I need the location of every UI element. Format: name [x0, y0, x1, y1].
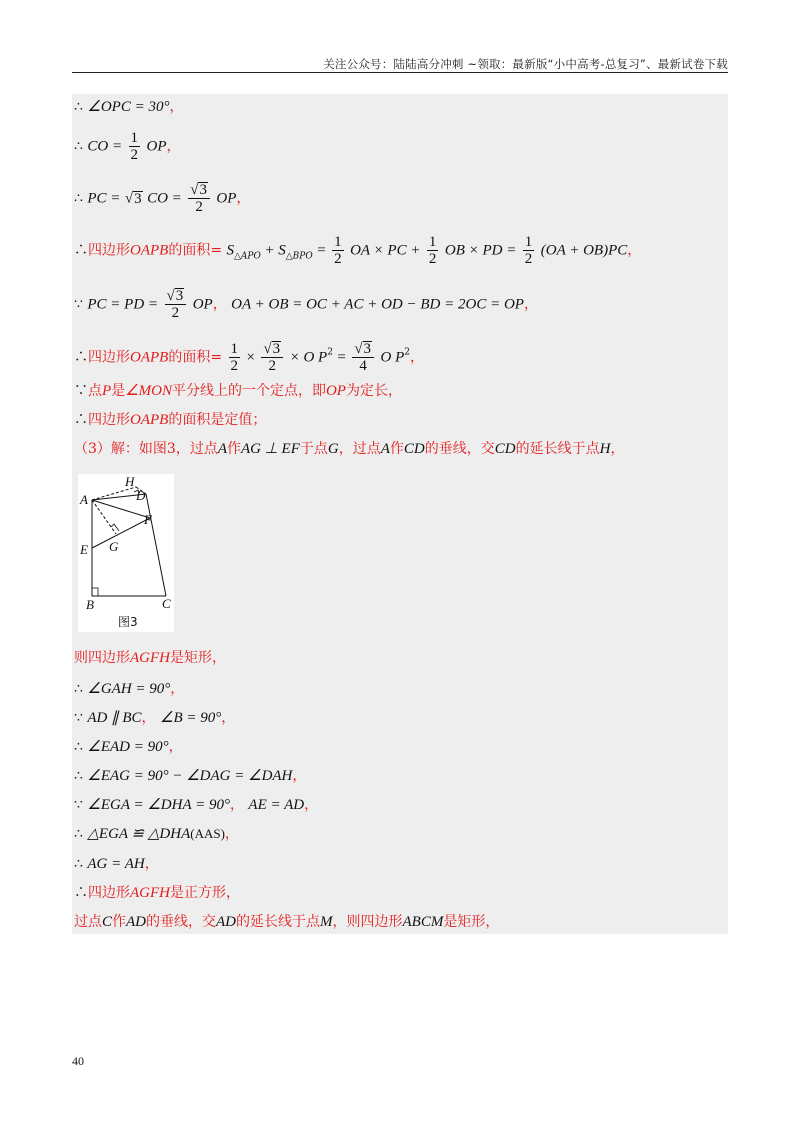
text: 于点 [299, 441, 328, 457]
therefore-symbol: ∴ [74, 681, 83, 697]
line-19 [74, 914, 499, 930]
punct: ， [221, 710, 236, 726]
segment-EF [92, 518, 150, 548]
math: × [246, 349, 255, 366]
therefore-symbol: ∴ [74, 99, 83, 115]
because-symbol: ∵ [74, 296, 83, 313]
math: ABCM [402, 914, 444, 930]
denominator: 2 [171, 305, 180, 321]
figure-3 [78, 474, 174, 632]
line-14 [74, 768, 306, 784]
math: AD [216, 914, 237, 930]
punct: ， [523, 296, 538, 313]
math: P [102, 383, 112, 399]
math: O P [380, 349, 405, 366]
numerator: 1 [130, 130, 139, 146]
math: AE = AD [248, 797, 305, 813]
therefore-symbol: ∴ [74, 826, 83, 842]
label-F: F [144, 512, 152, 527]
math: OAPB [130, 242, 169, 259]
subscript: △APO [234, 251, 261, 262]
text: 四边形 [88, 349, 130, 366]
right-angle-G [111, 524, 119, 531]
math: AG ⊥ EF [241, 441, 300, 457]
line-2 [74, 130, 181, 163]
math: CO = [87, 138, 123, 155]
punct: ， [236, 190, 251, 207]
radicand: 3 [272, 341, 281, 357]
numerator: √3 [352, 341, 374, 358]
fraction [261, 341, 283, 374]
segment-DC [146, 494, 166, 596]
line-1 [74, 99, 183, 115]
punct: ， [168, 739, 183, 755]
line-8 [74, 412, 266, 428]
line-13 [74, 739, 183, 755]
text: 为定长， [345, 383, 402, 399]
math: C [102, 914, 113, 930]
numerator: 1 [428, 234, 437, 250]
math: (OA + OB)PC [540, 242, 628, 259]
geometry-diagram [78, 474, 174, 632]
superscript: 2 [327, 347, 333, 358]
text: ，过点 [338, 441, 381, 457]
page-header: 关注公众号：陆陆高分冲刺 ~领取：最新版“小中高考-总复习”、最新试卷下载 [323, 57, 728, 71]
therefore-symbol: ∴ [74, 349, 88, 366]
math: OP [325, 383, 346, 399]
numerator: √3 [188, 182, 210, 199]
math: OA × PC + [350, 242, 421, 259]
numerator: 1 [230, 341, 239, 357]
text: 的面积= [168, 242, 223, 259]
text: （3）解：如图3，过点 [74, 441, 218, 457]
numerator: 1 [524, 234, 533, 250]
text: ，则四边形 [332, 914, 403, 930]
math: AD [126, 914, 147, 930]
because-symbol: ∵ [74, 797, 83, 813]
punct: ， [409, 349, 424, 366]
therefore-symbol: ∴ [74, 885, 88, 901]
math: ∠B = 90° [160, 710, 222, 726]
line-11 [74, 681, 184, 697]
punct: ， [166, 138, 181, 155]
math: = [337, 349, 346, 366]
math: OAPB [130, 349, 169, 366]
line-5 [74, 288, 538, 321]
text: 四边形 [88, 885, 130, 901]
text: 的垂线，交 [146, 914, 217, 930]
fraction [188, 182, 210, 215]
math: S [278, 242, 286, 259]
line-6 [74, 341, 424, 374]
therefore-symbol: ∴ [74, 739, 83, 755]
math: AGFH [130, 885, 170, 901]
text: 的面积= [168, 349, 223, 366]
segment-AG [92, 500, 116, 534]
text: 则四边形 [74, 650, 130, 666]
math: OP [216, 190, 237, 207]
math: S [226, 242, 235, 259]
math: OP [146, 138, 167, 155]
line-3 [74, 182, 250, 215]
punct: ， [229, 797, 244, 813]
denominator: 4 [359, 358, 367, 374]
text: 是矩形， [443, 914, 500, 930]
math: PC = PD = [87, 296, 159, 313]
line-12 [74, 710, 235, 726]
math: A [217, 441, 227, 457]
numerator: √3 [261, 341, 283, 358]
therefore-symbol: ∴ [74, 190, 83, 207]
math: ∠EGA = ∠DHA = 90° [87, 797, 230, 813]
math: PC = [87, 190, 121, 207]
line-10 [74, 650, 226, 666]
math: AG = AH [87, 856, 145, 872]
text: 是矩形， [170, 650, 226, 666]
text: 四边形 [88, 242, 130, 259]
label-D: D [136, 488, 146, 503]
therefore-symbol: ∴ [74, 138, 83, 155]
math: ∠OPC = 30° [87, 99, 170, 115]
text: 的延长线于点 [515, 441, 600, 457]
punct: ， [144, 856, 159, 872]
math: A [380, 441, 390, 457]
fraction [229, 341, 241, 374]
math: M [320, 914, 333, 930]
math: ∠GAH = 90° [87, 681, 171, 697]
fraction [427, 234, 439, 267]
math: OA + OB = OC + AC + OD − BD = 2OC = OP [231, 296, 524, 313]
because-symbol: ∵ [74, 710, 83, 726]
fraction [129, 130, 141, 163]
punct: ， [212, 296, 227, 313]
figure-caption: 图3 [118, 615, 138, 629]
radicand: 3 [175, 288, 184, 304]
radicand: 3 [363, 341, 372, 357]
text: 四边形 [88, 412, 130, 428]
text: 的延长线于点 [236, 914, 321, 930]
math: CD [403, 441, 425, 457]
numerator: 1 [334, 234, 342, 250]
math: △EGA ≌ △DHA [87, 826, 191, 842]
punct: ， [169, 99, 184, 115]
fraction [352, 341, 374, 374]
denominator: 2 [230, 358, 239, 374]
math: G [327, 441, 339, 457]
punct: ， [304, 797, 319, 813]
line-15 [74, 797, 318, 813]
text: 的垂线，交 [424, 441, 495, 457]
denominator: 2 [268, 358, 276, 374]
text: 点 [88, 383, 102, 399]
math: (AAS) [190, 826, 225, 841]
punct: ， [224, 826, 239, 842]
header-rule [72, 72, 728, 73]
line-17 [74, 856, 159, 872]
text: 过点 [74, 914, 102, 930]
math: H [599, 441, 611, 457]
text: 平分线上的一个定点，即 [171, 383, 326, 399]
denominator: 2 [130, 147, 139, 163]
math: OAPB [130, 412, 169, 428]
therefore-symbol: ∴ [74, 856, 83, 872]
denominator: 2 [524, 251, 533, 267]
line-7 [74, 383, 402, 399]
label-H: H [125, 474, 135, 489]
radicand: 3 [199, 182, 207, 198]
math: CO = [147, 190, 182, 207]
line-16 [74, 826, 239, 842]
line-18 [74, 885, 240, 901]
math: ∠MON [125, 383, 172, 399]
line-9 [74, 441, 624, 457]
label-B: B [86, 597, 94, 612]
numerator: √3 [165, 288, 187, 305]
label-A: A [80, 492, 88, 507]
text: 是正方形， [170, 885, 240, 901]
therefore-symbol: ∴ [74, 412, 88, 428]
denominator: 2 [195, 199, 203, 215]
denominator: 2 [334, 251, 342, 267]
math: ∠EAD = 90° [87, 739, 169, 755]
line-4 [74, 234, 641, 267]
denominator: 2 [428, 251, 437, 267]
label-E: E [80, 542, 88, 557]
text: 的面积是定值； [168, 412, 267, 428]
label-G: G [109, 539, 119, 554]
because-symbol: ∵ [74, 383, 88, 399]
right-angle-B [92, 588, 98, 596]
punct: ， [627, 242, 642, 259]
math: × O P [289, 349, 328, 366]
punct: ， [141, 710, 156, 726]
fraction [332, 234, 344, 267]
sqrt-sign: √ [124, 190, 134, 207]
therefore-symbol: ∴ [74, 242, 88, 259]
punct: ， [292, 768, 307, 784]
math: OP [192, 296, 213, 313]
math: AD ∥ BC [87, 710, 142, 726]
math: OB × PD = [444, 242, 517, 259]
math: + [265, 242, 274, 259]
superscript: 2 [404, 347, 410, 358]
math: CD [494, 441, 516, 457]
text: 作 [227, 441, 241, 457]
fraction [523, 234, 535, 267]
math: = [317, 242, 326, 259]
subscript: △BPO [285, 251, 313, 262]
label-C: C [162, 596, 171, 611]
text: 作 [389, 441, 404, 457]
page-number: 40 [72, 1054, 84, 1068]
text: ， [610, 441, 625, 457]
fraction [165, 288, 187, 321]
therefore-symbol: ∴ [74, 768, 83, 784]
text: 作 [112, 914, 127, 930]
text: 是 [111, 383, 126, 399]
math: ∠EAG = 90° − ∠DAG = ∠DAH [87, 768, 293, 784]
math: AGFH [130, 650, 170, 666]
radicand: 3 [134, 190, 142, 207]
punct: ， [170, 681, 185, 697]
